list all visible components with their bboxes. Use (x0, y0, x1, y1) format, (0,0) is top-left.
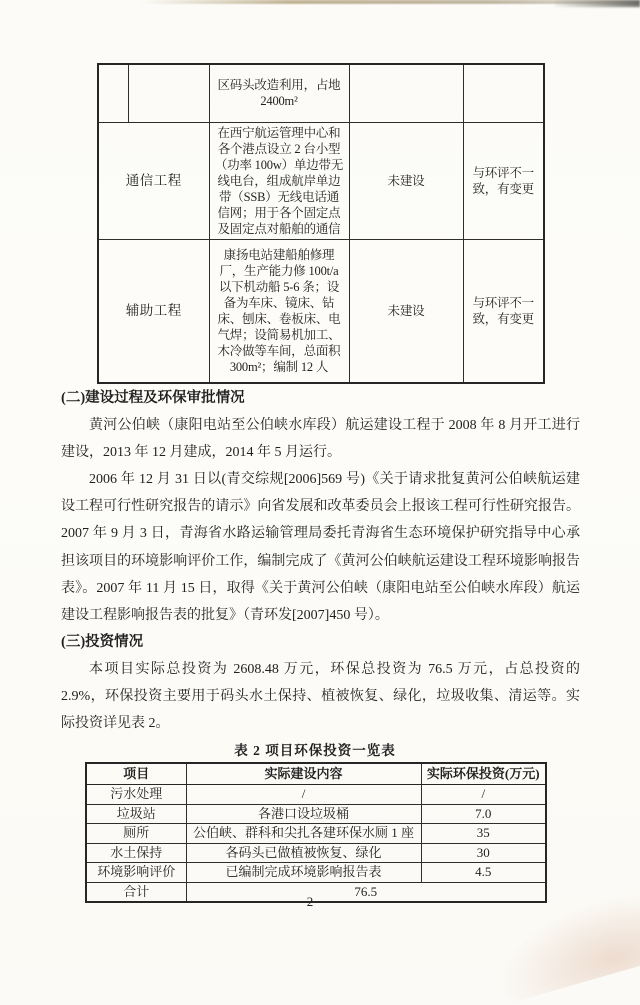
empty-category-cell (98, 64, 128, 122)
status-cell: 未建设 (349, 239, 463, 383)
row-label-cell: 通信工程 (98, 122, 209, 239)
content-cell: 公伯峡、群科和尖扎各建环保水厕 1 座 (186, 824, 421, 844)
investment-cell: 7.0 (421, 804, 546, 824)
row-label-cell (128, 64, 209, 122)
total-label-cell: 合计 (86, 882, 186, 902)
section-heading-investment: (三)投资情况 (61, 633, 144, 650)
item-cell: 环境影响评价 (86, 863, 186, 883)
content-cell: 各码头已做植被恢复、绿化 (186, 843, 421, 863)
investment-cell: 4.5 (421, 863, 546, 883)
investment-cell: / (421, 785, 546, 805)
conclusion-cell: 与环评不一致，有变更 (463, 122, 544, 239)
paragraph-investment-summary: 本项目实际总投资为 2608.48 万元，环保总投资为 76.5 万元，占总投资的 2.9%，环保投资主要用于码头水土保持、植被恢复、绿化，垃圾收集、清运等。实际投资详见表 2。 (61, 661, 580, 732)
investment-cell: 35 (421, 824, 546, 844)
investment-cell: 30 (421, 843, 546, 863)
table-row (98, 64, 544, 122)
section-heading-construction-approval: (二)建设过程及环保审批情况 (61, 390, 245, 406)
table-row (98, 239, 544, 383)
table-row (86, 843, 546, 863)
row-label-cell: 辅助工程 (98, 239, 209, 383)
table-row (86, 804, 546, 824)
conclusion-cell: 与环评不一致，有变更 (463, 239, 544, 383)
document-body-text (61, 385, 580, 737)
paragraph-approval-history: 2006 年 12 月 31 日以(青交综规[2006]569 号)《关于请求批复黄河公伯峡航运建设工程可行性研究报告的请示》向省发展和改革委员会上报该工程可行性研究报告。2007 年 9 月 3 日，青海省水路运输管理局委托青海省生态环境保护研究指导中心承担该项目的环境影响评价工作，编制完成了《黄河公伯峡航运建设工程环境影响报告表》。2007 年 11 月 15 日，取得《关于黄河公伯峡（康阳电站至公伯峡水库段）航运建设工程影响报告表的批复》（青环发[2007]450 号）。 (61, 472, 580, 623)
table-row (86, 785, 546, 805)
environmental-investment-table (85, 762, 547, 903)
content-cell: 各港口设垃圾桶 (186, 804, 421, 824)
total-value-cell: 76.5 (186, 882, 546, 902)
status-cell (349, 64, 463, 122)
scan-smudge-top-right (555, 0, 640, 7)
content-cell: / (186, 785, 421, 805)
construction-content-cell: 在西宁航运管理中心和各个港点设立 2 台小型（功率 100w）单边带无线电台，组成航岸单边带（SSB）无线电话通信网；用于各个固定点及固定点对船舶的通信 (209, 122, 349, 239)
construction-content-cell: 区码头改造利用，占地 2400m² (209, 64, 349, 122)
investment-table-block (85, 739, 545, 903)
column-header-actual-content: 实际建设内容 (186, 763, 421, 785)
item-cell: 垃圾站 (86, 804, 186, 824)
table-row (86, 824, 546, 844)
column-header-item: 项目 (86, 763, 186, 785)
item-cell: 污水处理 (86, 785, 186, 805)
item-cell: 水土保持 (86, 843, 186, 863)
table-header-row (86, 763, 546, 785)
content-cell: 已编制完成环境影响报告表 (186, 863, 421, 883)
table-row (98, 122, 544, 239)
table2-title: 表 2 项目环保投资一览表 (234, 743, 396, 758)
status-cell: 未建设 (349, 122, 463, 239)
paragraph-construction-timeline: 黄河公伯峡（康阳电站至公伯峡水库段）航运建设工程于 2008 年 8 月开工进行建设，2013 年 12 月建成，2014 年 5 月运行。 (61, 418, 580, 461)
table-row (86, 863, 546, 883)
item-cell: 厕所 (86, 824, 186, 844)
construction-content-cell: 康扬电站建船舶修理厂，生产能力修 100t/a 以下机动船 5-6 条；设备为车床、镜床、钻床、刨床、卷板床、电气焊；设简易机加工、木冷做等车间，总面积 300m²；编制 12 人 (209, 239, 349, 383)
column-header-actual-investment: 实际环保投资(万元) (421, 763, 546, 785)
project-comparison-table-continued (97, 63, 545, 384)
conclusion-cell (463, 64, 544, 122)
page-number: 2 (306, 894, 314, 909)
